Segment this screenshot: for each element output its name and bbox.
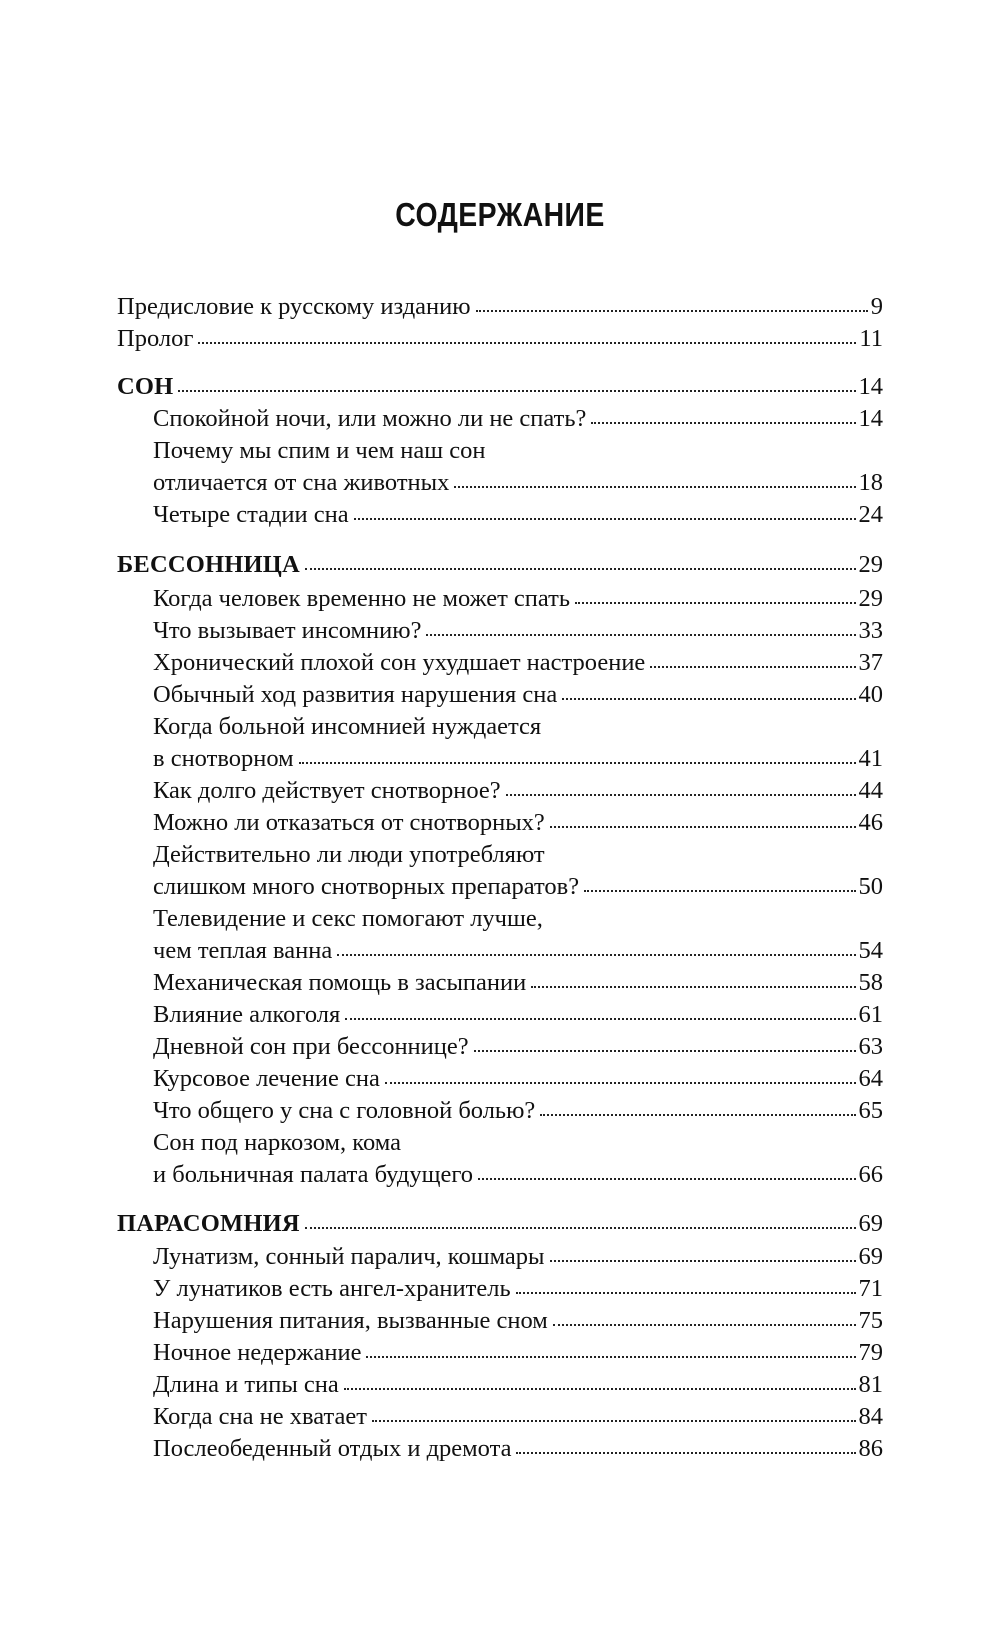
toc-entry-title: Что общего у сна с головной болью?: [153, 1097, 536, 1124]
toc-entry[interactable]: [0, 498, 1000, 532]
toc-leader-dots: [305, 1207, 856, 1229]
toc-entry[interactable]: [0, 998, 1000, 1032]
toc-entry[interactable]: [0, 1094, 1000, 1128]
toc-entry-title: Как долго действует снотворное?: [153, 777, 501, 804]
toc-entry-page: 46: [858, 809, 883, 836]
toc-entry[interactable]: [0, 1400, 1000, 1434]
toc-entry[interactable]: [0, 290, 1000, 324]
toc-entry[interactable]: [0, 1158, 1000, 1192]
toc-entry-title: Механическая помощь в засыпании: [153, 969, 527, 996]
toc-entry[interactable]: [0, 1062, 1000, 1096]
toc-leader-dots: [454, 466, 855, 488]
toc-entry-page: 14: [858, 373, 883, 400]
toc-entry-page: 18: [858, 469, 883, 496]
toc-entry-first-line[interactable]: [0, 838, 1000, 872]
toc-entry[interactable]: [0, 1272, 1000, 1306]
toc-leader-dots: [354, 498, 856, 520]
toc-entry-page: 79: [858, 1339, 883, 1366]
toc-leader-dots: [198, 322, 856, 344]
toc-part-heading[interactable]: [0, 548, 1000, 582]
toc-entry-title: Курсовое лечение сна: [153, 1065, 380, 1092]
toc-entry-page: 40: [858, 681, 883, 708]
toc-leader-dots: [474, 1030, 856, 1052]
toc-entry-page: 84: [858, 1403, 883, 1430]
toc-entry-page: 37: [858, 649, 883, 676]
toc-leader-dots: [366, 1336, 855, 1358]
toc-entry-title-line1: Действительно ли люди употребляют: [153, 841, 545, 868]
toc-entry[interactable]: [0, 934, 1000, 968]
toc-entry-page: 61: [858, 1001, 883, 1028]
toc-leader-dots: [344, 1368, 856, 1390]
toc-leader-dots: [478, 1158, 855, 1180]
toc-leader-dots: [540, 1094, 855, 1116]
toc-entry[interactable]: [0, 402, 1000, 436]
toc-entry[interactable]: [0, 466, 1000, 500]
toc-part-title: СОН: [117, 373, 174, 400]
toc-leader-dots: [372, 1400, 856, 1422]
page-title: СОДЕРЖАНИЕ: [395, 196, 605, 233]
toc-entry-title: У лунатиков есть ангел-хранитель: [153, 1275, 511, 1302]
toc-entry[interactable]: [0, 1432, 1000, 1466]
toc-entry-page: 69: [858, 1243, 883, 1270]
toc-entry-page: 44: [858, 777, 883, 804]
toc-entry-page: 64: [858, 1065, 883, 1092]
toc-entry-title: Можно ли отказаться от снотворных?: [153, 809, 545, 836]
toc-entry-page: 75: [858, 1307, 883, 1334]
toc-part-heading[interactable]: [0, 370, 1000, 404]
toc-part-title: ПАРАСОМНИЯ: [117, 1210, 300, 1237]
toc-entry-title: Ночное недержание: [153, 1339, 362, 1366]
toc-entry[interactable]: [0, 1030, 1000, 1064]
toc-entry-title: Дневной сон при бессоннице?: [153, 1033, 469, 1060]
toc-leader-dots: [550, 1240, 856, 1262]
toc-entry-title-line1: Почему мы спим и чем наш сон: [153, 437, 486, 464]
toc-entry-page: 41: [858, 745, 883, 772]
toc-entry-page: 9: [870, 293, 883, 320]
toc-entry-title: Спокойной ночи, или можно ли не спать?: [153, 405, 587, 432]
toc-entry-title: отличается от сна животных: [153, 469, 450, 496]
toc-entry[interactable]: [0, 1368, 1000, 1402]
toc-entry-page: 65: [858, 1097, 883, 1124]
toc-entry[interactable]: [0, 1304, 1000, 1338]
toc-entry-page: 63: [858, 1033, 883, 1060]
toc-entry-title: Предисловие к русскому изданию: [117, 293, 471, 320]
toc-entry-page: 14: [858, 405, 883, 432]
toc-leader-dots: [550, 806, 856, 828]
toc-entry[interactable]: [0, 742, 1000, 776]
toc-entry-title-line1: Сон под наркозом, кома: [153, 1129, 401, 1156]
toc-entry-title: Обычный ход развития нарушения сна: [153, 681, 558, 708]
toc-entry-page: 33: [858, 617, 883, 644]
toc-entry-page: 81: [858, 1371, 883, 1398]
toc-entry[interactable]: [0, 646, 1000, 680]
toc-entry[interactable]: [0, 806, 1000, 840]
toc-leader-dots: [426, 614, 855, 636]
toc-entry-page: 71: [858, 1275, 883, 1302]
toc-part-heading[interactable]: [0, 1207, 1000, 1241]
toc-leader-dots: [591, 402, 855, 424]
toc-entry-title: Послеобеденный отдых и дремота: [153, 1435, 512, 1462]
toc-leader-dots: [650, 646, 855, 668]
toc-leader-dots: [584, 870, 855, 892]
toc-entry-page: 66: [858, 1161, 883, 1188]
toc-entry[interactable]: [0, 322, 1000, 356]
toc-leader-dots: [516, 1272, 856, 1294]
toc-entry-title: Нарушения питания, вызванные сном: [153, 1307, 548, 1334]
toc-leader-dots: [562, 678, 855, 700]
toc-entry-first-line[interactable]: [0, 1126, 1000, 1160]
toc-entry-first-line[interactable]: [0, 434, 1000, 468]
toc-entry[interactable]: [0, 1240, 1000, 1274]
toc-entry-title: Когда человек временно не может спать: [153, 585, 571, 612]
toc-part-title: БЕССОННИЦА: [117, 551, 300, 578]
toc-leader-dots: [506, 774, 856, 796]
toc-entry[interactable]: [0, 774, 1000, 808]
toc-entry-page: 11: [859, 325, 883, 352]
toc-entry-title: Лунатизм, сонный паралич, кошмары: [153, 1243, 545, 1270]
toc-entry-title: Влияние алкоголя: [153, 1001, 341, 1028]
toc-entry-first-line[interactable]: [0, 710, 1000, 744]
toc-entry-page: 50: [858, 873, 883, 900]
toc-entry-page: 69: [858, 1210, 883, 1237]
toc-entry[interactable]: [0, 614, 1000, 648]
toc-entry-page: 58: [858, 969, 883, 996]
toc-leader-dots: [345, 998, 855, 1020]
toc-leader-dots: [575, 582, 855, 604]
toc-entry-title: чем теплая ванна: [153, 937, 333, 964]
toc-entry-title-line1: Телевидение и секс помогают лучше,: [153, 905, 543, 932]
toc-entry-title: Пролог: [117, 325, 194, 352]
toc-leader-dots: [531, 966, 855, 988]
toc-leader-dots: [305, 548, 856, 570]
toc-entry-title: и больничная палата будущего: [153, 1161, 474, 1188]
toc-entry-title: Четыре стадии сна: [153, 501, 349, 528]
toc-entry-page: 24: [858, 501, 883, 528]
toc-entry-title: Хронический плохой сон ухудшает настроение: [153, 649, 646, 676]
toc-entry-page: 54: [858, 937, 883, 964]
toc-entry-title: в снотворном: [153, 745, 294, 772]
toc-entry-title-line1: Когда больной инсомнией нуждается: [153, 713, 542, 740]
toc-entry[interactable]: [0, 1336, 1000, 1370]
toc-entry-page: 86: [858, 1435, 883, 1462]
toc-leader-dots: [178, 370, 855, 392]
toc-entry[interactable]: [0, 678, 1000, 712]
toc-leader-dots: [337, 934, 855, 956]
toc-leader-dots: [476, 290, 868, 312]
toc-entry-title: Что вызывает инсомнию?: [153, 617, 422, 644]
toc-entry[interactable]: [0, 870, 1000, 904]
toc-entry[interactable]: [0, 966, 1000, 1000]
toc-entry-title: слишком много снотворных препаратов?: [153, 873, 580, 900]
toc-leader-dots: [553, 1304, 856, 1326]
toc-leader-dots: [299, 742, 856, 764]
toc-entry-page: 29: [858, 585, 883, 612]
toc-entry[interactable]: [0, 582, 1000, 616]
toc-leader-dots: [385, 1062, 856, 1084]
toc-entry-first-line[interactable]: [0, 902, 1000, 936]
toc-leader-dots: [516, 1432, 855, 1454]
toc-entry-title: Длина и типы сна: [153, 1371, 339, 1398]
toc-entry-page: 29: [858, 551, 883, 578]
toc-entry-title: Когда сна не хватает: [153, 1403, 367, 1430]
